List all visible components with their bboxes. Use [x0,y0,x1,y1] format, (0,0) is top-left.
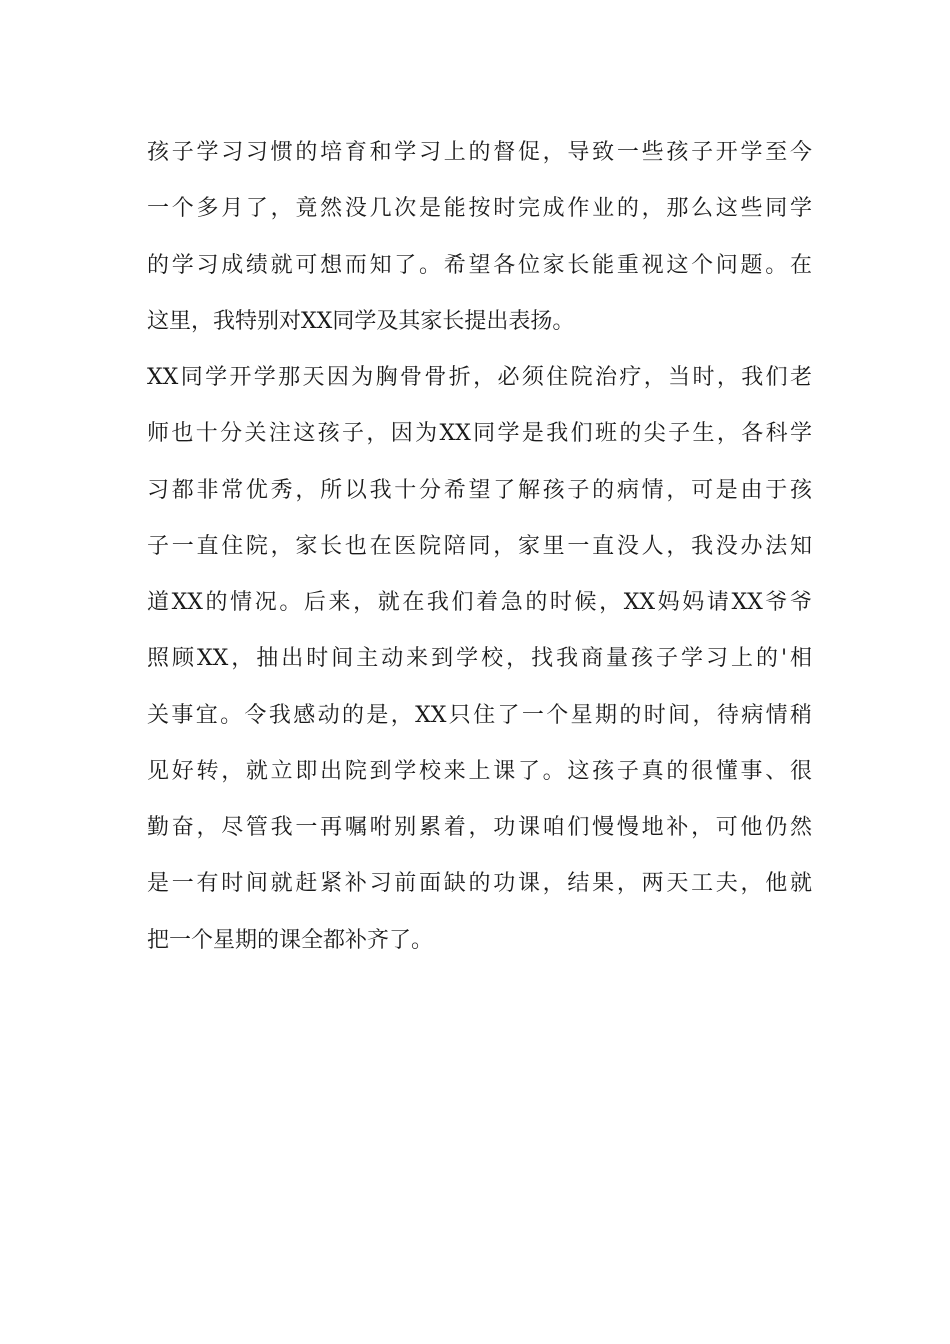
text-line: 子一直住院，家长也在医院陪同，家里一直没人，我没办法知 [147,533,812,559]
text-line: 习都非常优秀，所以我十分希望了解孩子的病情，可是由于孩 [147,477,812,503]
text-line: 把一个星期的课全都补齐了。 [147,927,434,953]
text-line: 的学习成绩就可想而知了。希望各位家长能重视这个问题。在 [147,252,812,278]
text-line: 这里，我特别对XX同学及其家长提出表扬。 [147,308,575,334]
text-line: 勤奋，尽管我一再嘱咐别累着，功课咱们慢慢地补，可他仍然 [147,815,812,840]
text-line: 一个多月了，竟然没几次是能按时完成作业的，那么这些同学 [147,196,812,222]
text-line: XX同学开学那天因为胸骨骨折，必须住院治疗，当时，我们老 [147,365,812,390]
text-line: 师也十分关注这孩子，因为XX同学是我们班的尖子生，各科学 [147,421,812,447]
text-line: 是一有时间就赶紧补习前面缺的功课，结果，两天工夫，他就 [147,871,812,897]
text-line: 关事宜。令我感动的是，XX只住了一个星期的时间，待病情稍 [147,702,812,728]
text-line: 孩子学习习惯的培育和学习上的督促，导致一些孩子开学至今 [147,140,812,165]
text-line: 道XX的情况。后来，就在我们着急的时候，XX妈妈请XX爷爷 [147,590,812,615]
text-line: 见好转，就立即出院到学校来上课了。这孩子真的很懂事、很 [147,758,812,784]
text-line: 照顾XX，抽出时间主动来到学校，找我商量孩子学习上的'相 [147,646,812,672]
body-text [147,131,812,975]
